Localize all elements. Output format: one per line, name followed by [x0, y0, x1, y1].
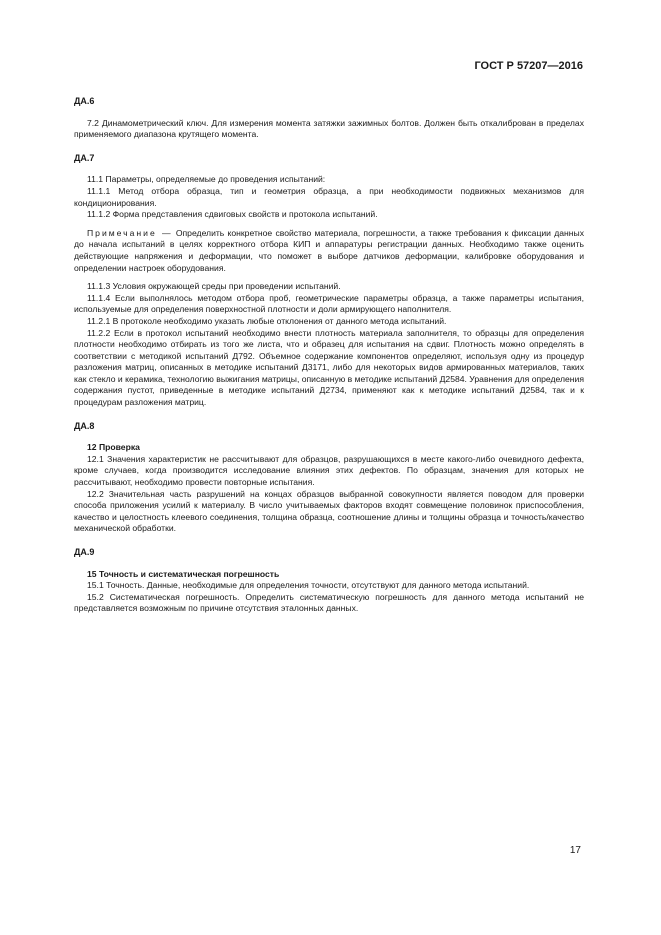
- page-number: 17: [569, 845, 581, 856]
- paragraph-11-2-2: 11.2.2 Если в протокол испытаний необходимо внести плотность материала заполнителя, то образцы для определения плотности необходимо отбирать из того же листа, что и образец для испытания на сдвиг. Плотность можно определять в соответствии с методикой испытаний Д792. Объемное содержание компонентов определяют, используя одну из процедур разложения матриц, описанных в методике испытаний Д3171, либо для некоторых видов армированных материалов, таких как стекло и керамика, технологию выжигания матрицы, описанную в методике испытаний Д2584. Уравнения для определения содержания пустот, приведенные в методике испытаний Д2734, применяют как к методике испытаний Д2584, так и к процедурам разложения матриц.: [74, 327, 584, 408]
- note-label: Примечание —: [87, 227, 173, 238]
- note-text: Определить конкретное свойство материала, погрешности, а также требования к фиксации данных до начала испытаний в целях корректного отбора КИП и аппаратуры регистрации данных. Необходимо также оценить действующие напряжения и деформации, что поможет в выборе датчиков деформации, калибровке оборудования и определении настроек оборудования.: [74, 227, 584, 273]
- paragraph-11-1-1: 11.1.1 Метод отбора образца, тип и геометрия образца, а при необходимости подвижных механизмов для кондиционирования.: [74, 185, 584, 208]
- section-title-da8: ДА.8: [74, 420, 95, 431]
- paragraph-11-1-2: 11.1.2 Форма представления сдвиговых свойств и протокола испытаний.: [87, 209, 378, 220]
- subsection-title-15: 15 Точность и систематическая погрешность: [87, 568, 280, 579]
- document-body: [74, 96, 584, 615]
- paragraph-7-2: 7.2 Динамометрический ключ. Для измерения момента затяжки зажимных болтов. Должен быть откалиброван в пределах применяемого диапазона крутящего момента.: [74, 117, 584, 140]
- section-title-da9: ДА.9: [74, 547, 95, 557]
- paragraph-15-1: 15.1 Точность. Данные, необходимые для определения точности, отсутствуют для данного метода испытаний.: [87, 580, 530, 591]
- document-header-id: ГОСТ Р 57207—2016: [474, 60, 583, 72]
- section-title-da7: ДА.7: [74, 152, 95, 163]
- note-paragraph: [74, 228, 584, 274]
- subsection-title-12: 12 Проверка: [87, 442, 140, 453]
- paragraph-11-1-4: 11.1.4 Если выполнялось методом отбора проб, геометрические параметры образца, а также параметры испытания, используемые для определения поверхностной плотности и доли армирующего наполнителя.: [74, 292, 584, 315]
- paragraph-12-2: 12.2 Значительная часть разрушений на концах образцов выбранной совокупности является поводом для проверки способа приложения усилий к материалу. В число учитываемых факторов входят совмещение половинок приспособления, качество и целостность клеевого соединения, толщина образца, соотношение длины и толщины образца и точность/качество механической обработки.: [74, 488, 584, 534]
- paragraph-12-1: 12.1 Значения характеристик не рассчитывают для образцов, разрушающихся в месте какого-либо очевидного дефекта, кроме случаев, когда производится исследование влияния этих дефектов. По образцам, значения для которых не рассчитывают, необходимо провести повторные испытания.: [74, 453, 584, 488]
- section-title-da6: ДА.6: [74, 96, 95, 106]
- paragraph-11-2-1: 11.2.1 В протоколе необходимо указать любые отклонения от данного метода испытаний.: [87, 315, 447, 326]
- paragraph-11-1-3: 11.1.3 Условия окружающей среды при проведении испытаний.: [87, 281, 341, 292]
- paragraph-15-2: 15.2 Систематическая погрешность. Определить систематическую погрешность для данного метода испытаний не представляется возможным по причине отсутствия эталонных данных.: [74, 591, 584, 614]
- paragraph-11-1: 11.1 Параметры, определяемые до проведения испытаний:: [87, 174, 326, 185]
